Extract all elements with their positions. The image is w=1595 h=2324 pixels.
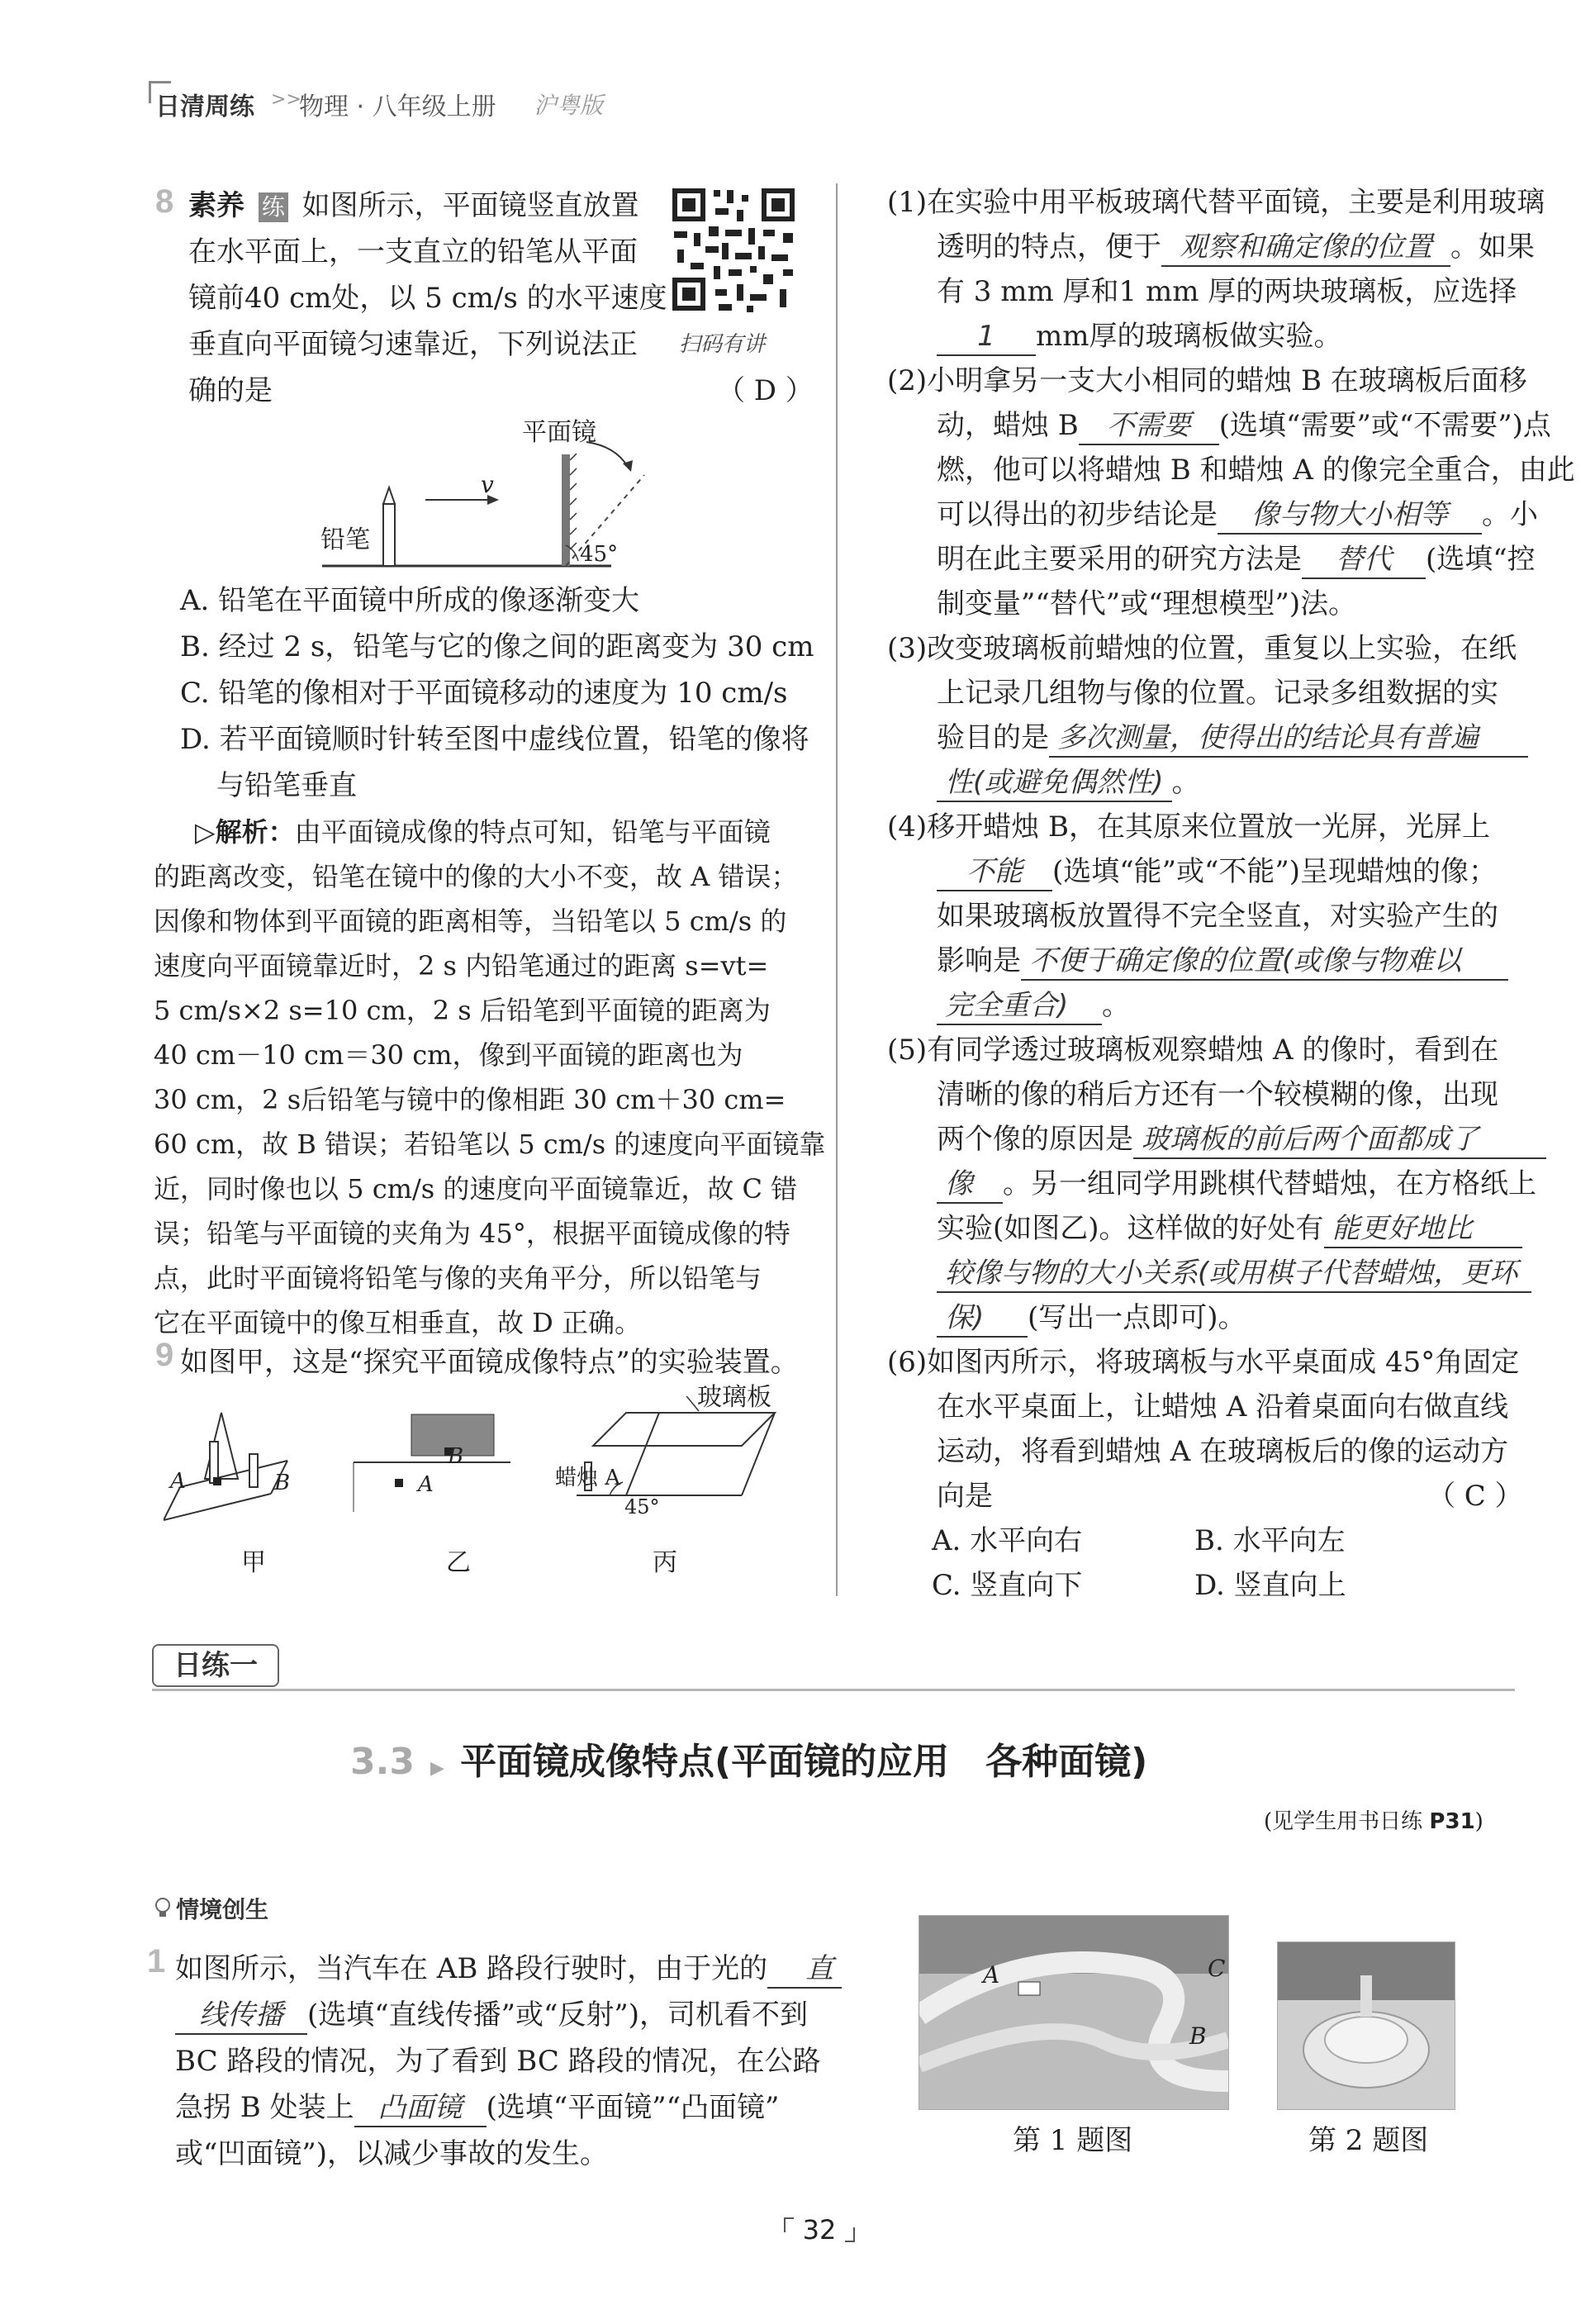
q9-p2-text-5a: 明在此主要采用的研究方法是: [937, 543, 1302, 576]
q8-answer: （ D ）: [717, 374, 814, 407]
q9-p5-blank-1: 玻璃板的前后两个面都成了: [1133, 1121, 1546, 1159]
q9-p5-line-7: [937, 1295, 1246, 1340]
q9-p5-text-4b: 。另一组同学用跳棋代替蜡烛，在方格纸上: [1003, 1167, 1536, 1200]
q9-p6-option-a: A. 水平向右: [932, 1524, 1083, 1557]
daily-practice-label: 日练一: [173, 1649, 258, 1682]
column-divider: [836, 183, 838, 1596]
q9-p4-line-5: [937, 983, 1130, 1028]
q9-fig-jia: 甲: [241, 1548, 266, 1577]
q9-fig-bing: 丙: [653, 1548, 677, 1577]
fig1-caption: 第 1 题图: [1013, 2124, 1133, 2157]
q8-analysis-line-7: 30 cm，2 s后铅笔与镜中的像相距 30 cm＋30 cm=: [154, 1084, 786, 1115]
header-brand: 日清周练: [155, 93, 254, 121]
q9-p4-blank-2: 不便于确定像的位置(或像与物难以: [1021, 943, 1508, 981]
q8-analysis-line-1: [195, 810, 771, 854]
q9-p1-text-2a: 透明的特点，便于: [937, 230, 1161, 264]
q9-fig-glass-label: 玻璃板: [697, 1383, 771, 1412]
page-number: [778, 2214, 861, 2246]
section-ref-close: ): [1474, 1809, 1483, 1834]
q8-analysis-label: ▷解析：: [195, 816, 295, 848]
q8-stem-line-2: 在水平面上，一支直立的铅笔从平面: [188, 235, 638, 269]
q8-stem-line-5: 确的是: [188, 374, 273, 407]
header-subject: 物理 · 八年级上册: [299, 93, 496, 121]
q1-blank-1-cont: 线传播: [175, 1997, 307, 2035]
fig1-label-b: B: [1189, 2022, 1207, 2050]
q1-text-1a: 如图所示，当汽车在 AB 路段行驶时，由于光的: [175, 1952, 768, 1985]
q9-fig-b2: B: [448, 1444, 464, 1469]
q1-line-4: [175, 2085, 779, 2130]
q9-p3-text-3a: 验目的是: [937, 721, 1049, 754]
q1-blank-2: 凸面镜: [354, 2089, 487, 2127]
q1-line-1: [175, 1946, 842, 1991]
header-edition: 沪粤版: [534, 92, 604, 119]
q9-p5-blank-2-cont: 较像与物的大小关系(或用棋子代替蜡烛，更环: [937, 1255, 1531, 1293]
q8-option-a: A. 铅笔在平面镜中所成的像逐渐变大: [180, 584, 640, 617]
q9-number: 9: [155, 1337, 174, 1373]
q9-p5-line-2: 清晰的像的稍后方还有一个较模糊的像，出现: [937, 1078, 1498, 1111]
page-corner-left: [784, 2217, 794, 2232]
q9-p5-line-4: [937, 1162, 1536, 1206]
qr-label: 扫码有讲: [679, 332, 766, 357]
q9-fig-angle: 45°: [624, 1495, 660, 1518]
q9-p4-text-2b: (选填“能”或“不能”)呈现蜡烛的像；: [1052, 855, 1498, 888]
q9-p2-text-4a: 可以得出的初步结论是: [937, 498, 1218, 531]
q1-line-3: BC 路段的情况，为了看到 BC 路段的情况，在公路: [175, 2045, 821, 2078]
section-title-text: 平面镜成像特点(平面镜的应用 各种面镜): [460, 1741, 1148, 1783]
q9-p2-line-1: (2)小明拿另一支大小相同的蜡烛 B 在玻璃板后面移: [887, 364, 1527, 397]
q8-tag: 素养: [188, 189, 244, 222]
q9-fig-a: A: [170, 1469, 186, 1494]
q9-p3-line-4: [937, 760, 1200, 805]
q8-fig-angle-label: 45°: [580, 542, 619, 567]
qr-code[interactable]: [667, 183, 800, 316]
q1-line-2: [175, 1993, 808, 2037]
q9-p2-line-3: 燃，他可以将蜡烛 B 和蜡烛 A 的像完全重合，由此: [937, 454, 1575, 487]
q9-p1-line-3: 有 3 mm 厚和1 mm 厚的两块玻璃板，应选择: [937, 275, 1517, 308]
q9-fig-a2: A: [418, 1472, 434, 1497]
q9-p5-line-3: [937, 1117, 1546, 1162]
q9-p2-blank-2: 像与物大小相等: [1218, 497, 1482, 535]
q9-p2-text-4b: 。小: [1482, 498, 1538, 531]
daily-practice-rule: [152, 1689, 1515, 1691]
q9-p5-blank-2-end: 保): [937, 1300, 1028, 1338]
context-label-text: 情境创生: [176, 1896, 269, 1923]
q1-text-2b: (选填“直线传播”或“反射”)，司机看不到: [307, 1998, 809, 2032]
context-label: [154, 1892, 268, 1925]
road-photo: [919, 1915, 1229, 2110]
q9-p2-line-2: [937, 403, 1551, 448]
q8-fig-mirror-label: 平面镜: [522, 418, 596, 447]
q9-p5-blank-1-cont: 像: [937, 1166, 1003, 1204]
q9-p4-line-1: (4)移开蜡烛 B，在其原来位置放一光屏，光屏上: [887, 810, 1490, 844]
q8-option-c: C. 铅笔的像相对于平面镜移动的速度为 10 cm/s: [180, 677, 788, 710]
q9-fig-b: B: [274, 1471, 291, 1495]
q8-analysis-line-10: 误；铅笔与平面镜的夹角为 45°，根据平面镜成像的特: [154, 1218, 790, 1249]
section-reference: [1264, 1804, 1483, 1835]
q9-p1-line-4: [937, 314, 1341, 359]
q9-p1-text-2b: 。如果: [1450, 230, 1535, 264]
section-number: 3.3: [350, 1741, 415, 1783]
q9-stem: 如图甲，这是“探究平面镜成像特点”的实验装置。: [180, 1346, 799, 1379]
q9-p4-line-4: [937, 939, 1508, 983]
q9-p6-line-3: 运动，将看到蜡烛 A 在玻璃板后的像的运动方: [937, 1435, 1509, 1468]
q8-stem-line-1: [188, 183, 639, 228]
q9-p2-line-6: 制变量”“替代”或“理想模型”)法。: [937, 587, 1357, 620]
q9-p3-line-1: (3)改变玻璃板前蜡烛的位置，重复以上实验，在纸: [887, 632, 1517, 665]
q9-p4-blank-2-cont: 完全重合): [937, 987, 1102, 1025]
q8-option-d: D. 若平面镜顺时针转至图中虚线位置，铅笔的像将: [180, 723, 809, 756]
q9-p1-blank-2: 1: [937, 318, 1036, 356]
q1-text-4a: 急拐 B 处装上: [175, 2091, 354, 2124]
q9-p6-line-1: (6)如图丙所示，将玻璃板与水平桌面成 45°角固定: [887, 1346, 1520, 1379]
q9-p5-line-1: (5)有同学透过玻璃板观察蜡烛 A 的像时，看到在: [887, 1034, 1499, 1067]
q9-p1-blank-1: 观察和确定像的位置: [1161, 229, 1450, 267]
q9-p2-blank-3: 替代: [1302, 541, 1426, 579]
q9-p5-text-5a: 实验(如图乙)。这样做的好处有: [937, 1212, 1324, 1245]
q8-stem-line-3: 镜前40 cm处，以 5 cm/s 的水平速度: [188, 282, 667, 315]
q9-p2-text-2b: (选填“需要”或“不需要”)点: [1218, 409, 1551, 442]
section-ref-page: P31: [1429, 1809, 1475, 1834]
q9-p4-line-2: [937, 849, 1497, 894]
daily-practice-tag: [152, 1644, 279, 1687]
q9-figures: [164, 1396, 808, 1528]
section-ref-text: (见学生用书日练: [1264, 1809, 1430, 1834]
q8-analysis-line-4: 速度向平面镜靠近时，2 s 内铅笔通过的距离 s=vt=: [154, 950, 769, 981]
bulb-icon: [154, 1897, 172, 1920]
q9-p5-line-5: [937, 1206, 1522, 1251]
q8-fig-v-label: v: [481, 471, 494, 498]
q8-number: 8: [155, 183, 174, 220]
q9-p5-text-3a: 两个像的原因是: [937, 1123, 1133, 1156]
q1-blank-1: 直: [767, 1951, 842, 1989]
q8-tag-icon: 练: [259, 192, 288, 222]
fig1-label-a: A: [983, 1961, 1000, 1989]
mirror-photo: [1277, 1941, 1455, 2110]
q8-option-b: B. 经过 2 s，铅笔与它的像之间的距离变为 30 cm: [180, 630, 814, 663]
q8-analysis-line-8: 60 cm，故 B 错误；若铅笔以 5 cm/s 的速度向平面镜靠: [154, 1129, 826, 1160]
q1-text-4b: (选填“平面镜”“凸面镜”: [486, 2091, 780, 2124]
q8-fig-pencil-label: 铅笔: [320, 525, 370, 554]
q9-p6-option-b: B. 水平向左: [1194, 1524, 1346, 1557]
q9-p4-text-5b: 。: [1102, 989, 1130, 1022]
q9-p2-text-5b: (选填“控: [1426, 543, 1536, 576]
page-corner-right: [845, 2227, 855, 2242]
q8-analysis-line-2: 的距离改变，铅笔在镜中的像的大小不变，故 A 错误；: [154, 861, 798, 892]
q8-analysis-line-12: 它在平面镜中的像互相垂直，故 D 正确。: [154, 1307, 642, 1338]
q9-p1-text-4: mm厚的玻璃板做实验。: [1036, 320, 1342, 353]
q8-analysis-line-5: 5 cm/s×2 s=10 cm，2 s 后铅笔到平面镜的距离为: [154, 995, 771, 1026]
q9-p2-line-5: [937, 537, 1536, 582]
header-arrows: >>: [271, 89, 301, 110]
q9-p1-line-2: [937, 225, 1535, 269]
q9-fig-yi: 乙: [446, 1548, 471, 1577]
q9-p3-line-3: [937, 715, 1528, 760]
section-title: [350, 1732, 1147, 1785]
q9-p2-line-4: [937, 492, 1538, 537]
q9-p6-line-4: 向是: [937, 1480, 993, 1513]
section-arrow: ▶: [430, 1758, 444, 1779]
q8-analysis-line-9: 近，同时像也以 5 cm/s 的速度向平面镜靠近，故 C 错: [154, 1173, 798, 1205]
q9-fig-candle-label: 蜡烛 A: [555, 1466, 621, 1490]
q9-p1-line-1: (1)在实验中用平板玻璃代替平面镜，主要是利用玻璃: [887, 186, 1545, 219]
q1-number: 1: [147, 1943, 166, 1979]
q9-p5-text-7b: (写出一点即可)。: [1028, 1301, 1246, 1334]
q8-analysis-line-3: 因像和物体到平面镜的距离相等，当铅笔以 5 cm/s 的: [154, 905, 787, 937]
q9-p3-text-4b: 。: [1171, 766, 1200, 799]
q9-p6-option-c: C. 竖直向下: [932, 1569, 1083, 1602]
q9-p2-blank-1: 不需要: [1079, 407, 1219, 445]
q9-p3-blank-1-cont: 性(或避免偶然性): [937, 764, 1172, 802]
q9-p2-text-2a: 动，蜡烛 B: [937, 409, 1079, 442]
q9-p5-blank-2: 能更好地比: [1324, 1210, 1522, 1248]
q9-p6-answer: （ C ）: [1427, 1480, 1523, 1513]
q9-p3-line-2: 上记录几组物与像的位置。记录多组数据的实: [937, 677, 1498, 710]
q8-stem-line-4: 垂直向平面镜匀速靠近，下列说法正: [188, 328, 638, 361]
q9-p4-blank-1: 不能: [937, 853, 1052, 891]
q8-analysis-line-6: 40 cm－10 cm＝30 cm，像到平面镜的距离也为: [154, 1039, 743, 1071]
fig1-label-c: C: [1208, 1955, 1226, 1982]
q8-analysis-text-1: 由平面镜成像的特点可知，铅笔与平面镜: [294, 816, 771, 848]
q9-p3-blank-1: 多次测量，使得出的结论具有普遍: [1049, 720, 1528, 758]
q8-option-d-cont: 与铅笔垂直: [216, 769, 357, 802]
page-number-text: 32: [802, 2214, 837, 2246]
q9-p4-text-4a: 影响是: [937, 944, 1021, 977]
q9-p4-line-3: 如果玻璃板放置得不完全竖直，对实验产生的: [937, 900, 1498, 933]
q8-stem-text-1: 如图所示，平面镜竖直放置: [301, 189, 639, 222]
q9-p6-option-d: D. 竖直向上: [1194, 1569, 1346, 1602]
fig2-caption: 第 2 题图: [1308, 2124, 1429, 2157]
q9-p5-line-6: [937, 1251, 1531, 1295]
q9-p6-line-2: 在水平桌面上，让蜡烛 A 沿着桌面向右做直线: [937, 1390, 1509, 1423]
q8-analysis-line-11: 点，此时平面镜将铅笔与像的夹角平分，所以铅笔与: [154, 1262, 762, 1294]
q1-line-5: 或“凹面镜”)，以减少事故的发生。: [175, 2137, 609, 2170]
